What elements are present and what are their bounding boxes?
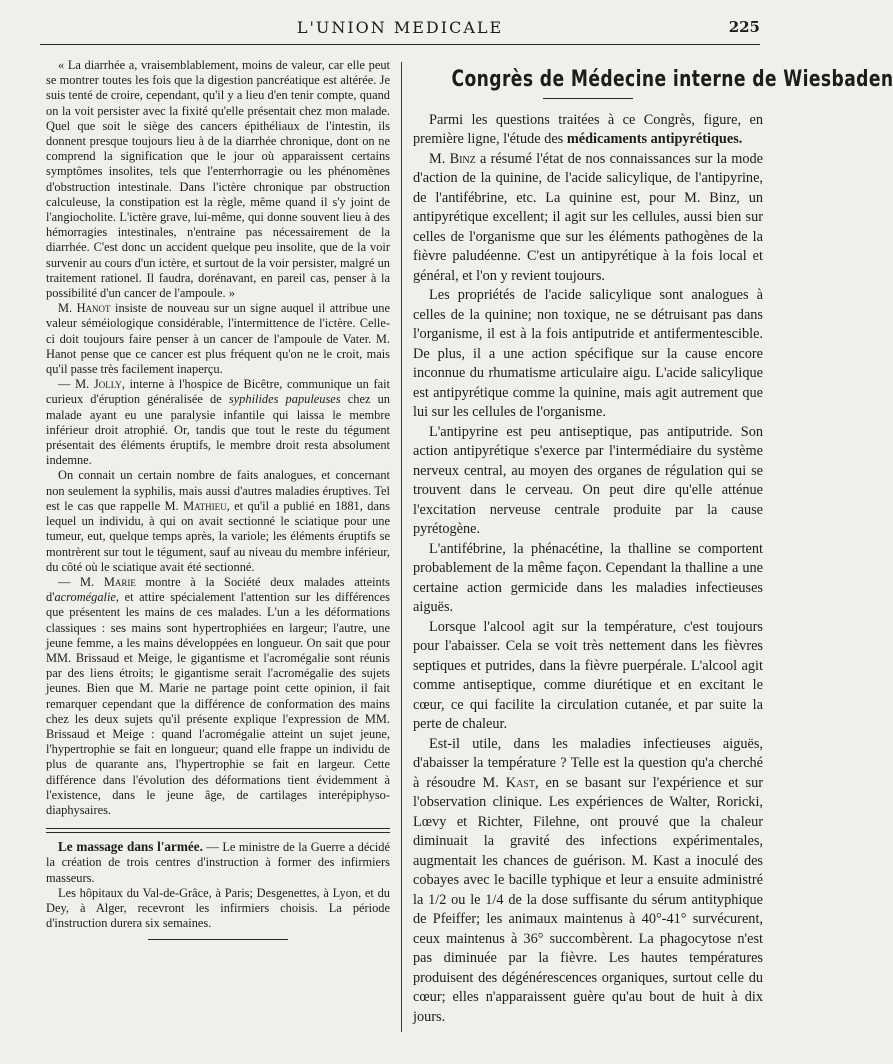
paragraph-text: Parmi les questions traitées à ce Congrès, figure, en première ligne, l'étude des bbox=[413, 111, 763, 147]
paragraph-text: , interne à l'hospice de Bicêtre, communique un fait curieux d'éruption généralisée de bbox=[46, 377, 391, 407]
paragraph-text: On connait un certain nombre de faits analogues, et concernant non seulement la syphilis, mais aussi d'autres maladies éruptives. Tel est le cas que rappelle M. bbox=[46, 468, 390, 513]
author-name: M. Hanot bbox=[58, 301, 111, 316]
paragraph-binz bbox=[413, 150, 763, 287]
paragraph-text: , en se basant sur l'expérience et sur l'observation clinique. Les expériences de Walter, Roricki, Lœvy et Richter, Filehne, ont prouvé que la chaleur diminuait la gravité des infections expérimentales, augmentait les chances de guérison. M. Kast a inoculé des cobayes avec le bacille typhique et leur a ensuite administré la 1/2 ou le 1/4 de la dose suffisante du sérum antityphique de Pfeiffer; les animaux maintenus à 40°-41° survécurent, ceux maintenus à 36° succombèrent. La phagocytose n'est pas diminuée par la fièvre. Les hautes températures produisent des dégénérescences organiques, surtout celle du cœur; elles n'apparaissent guère qu'au bout de huit à dix jours. bbox=[413, 774, 763, 1025]
end-rule bbox=[148, 939, 288, 940]
dash-prefix: — M. bbox=[58, 377, 94, 392]
paragraph-massage bbox=[46, 839, 390, 886]
title-rule bbox=[543, 98, 633, 99]
left-column bbox=[46, 58, 390, 940]
paragraph-intro bbox=[413, 111, 763, 150]
paragraph-jolly bbox=[46, 377, 390, 468]
paragraph-diarrhee: « La diarrhée a, vraisemblablement, moins de valeur, car elle peut se montrer toutes les fois que la digestion pancréatique est altérée. Je suis tenté de croire, cependant, qu'il y a lieu d'en tenir compte, quand on la voit persister avec la fixité qu'elle présentait chez mon malade. Quel que soit le siège des cancers épithéliaux de l'intestin, ils donnent presque toujours lieu à de la diarrhée chronique, dont on ne comprend la signification que le jour où apparaissent certains symptômes insolites, tels que l'enterrhorragie ou les phénomènes d'obstruction intestinale. Dans l'ictère chronique par obstruction calculeuse, la constipation est la règle, même quand il s'y joint de l'angiocholite. L'ictère grave, lui-même, qui donne souvent lieu à des hémorragies intestinales, n'entraine pas nécessairement de la diarrhée. C'est donc un accident quelque peu insolite, que de la voir survenir au cours d'un ictère, et surtout de la voir persister, malgré un traitement rationel. Il faudra, dorénavant, en pareil cas, penser à la possibilité d'un cancer de l'ampoule. » bbox=[46, 58, 390, 301]
page-header bbox=[40, 14, 760, 45]
dash-prefix: — M. bbox=[58, 574, 104, 589]
paragraph-text: Est-il utile, dans les maladies infectieuses aiguës, d'abaisser la température ? Telle est la question qu'a cherché à résoudre M. bbox=[413, 735, 763, 791]
column-divider bbox=[401, 62, 402, 1032]
author-name: Kast bbox=[505, 774, 535, 791]
paragraph-text: a résumé l'état de nos connaissances sur la mode d'action de la quinine, de l'acide salicylique, de l'antipyrine, de l'antifébrine, etc. La quinine est, pour M. Binz, un antipyrétique excellent; il agit sur les cellules, aussi bien sur celles de l'organisme que sur les éléments pathogènes de la fièvre paludéenne. C'est un antipyrétique à la fois local et général, et l'on y revient toujours. bbox=[413, 150, 763, 284]
author-name: Marie bbox=[103, 574, 136, 589]
author-name: Jolly bbox=[93, 377, 122, 392]
paragraph-text: insiste de nouveau sur un signe auquel il attribue une valeur séméiologique considérable, l'intermittence de l'ictère. Celle-ci doit toujours faire penser à un cancer de l'ampoule de Vater. M. Hanot pense que ce cancer est plus fréquent qu'on ne le croit, mais qu'il passe très facilement inaperçu. bbox=[46, 301, 390, 377]
section-separator bbox=[46, 828, 390, 833]
page-number: 225 bbox=[728, 18, 760, 36]
right-column bbox=[413, 58, 893, 1027]
paragraph-hopitaux: Les hôpitaux du Val-de-Grâce, à Paris; Desgenettes, à Lyon, et du Dey, à Alger, recevront les infirmiers choisis. La période d'instruction durera six semaines. bbox=[46, 885, 390, 931]
paragraph-hanot bbox=[46, 301, 390, 377]
paragraph-kast bbox=[413, 735, 763, 1028]
paragraph-marie bbox=[46, 575, 390, 818]
paragraph-antipyrine: L'antipyrine est peu antiseptique, pas antiputride. Son action antipyrétique s'exerce par l'intermédiaire du système nerveux central, au moyen des organes de régulation qui se trouvent dans le cerveau. On peut dire qu'elle atténue l'excitation nerveuse centrale produite par la cause pyrétogène. bbox=[413, 423, 763, 537]
bold-term: médicaments antipyrétiques. bbox=[566, 131, 743, 147]
author-name: Mathieu bbox=[183, 498, 227, 513]
paragraph-text: montre à la Société deux malades atteints d' bbox=[46, 574, 390, 605]
paragraph-text: — Le ministre de la Guerre a décidé la création de trois centres d'instruction à former des infirmiers masseurs. bbox=[46, 840, 390, 885]
italic-term: acromégalie bbox=[54, 590, 116, 605]
paragraph-alcool: Lorsque l'alcool agit sur la température, c'est toujours pour l'abaisser. Cela se voit très nettement dans les fièvres septiques et putrides, dans la fièvre puerpérale. L'alcool agit comme antiseptique, comme diurétique et en excitant le cœur, ce qui facilite la circulation cutanée, et par suite la perte de chaleur. bbox=[413, 618, 763, 732]
paragraph-analogues bbox=[46, 468, 390, 574]
author-name: M. Binz bbox=[429, 150, 476, 167]
journal-title: L'UNION MEDICALE bbox=[296, 18, 504, 37]
italic-term: syphilides papuleuses bbox=[228, 392, 341, 407]
congress-title: Congrès de Médecine interne de Wiesbaden bbox=[451, 67, 893, 92]
news-headline: Le massage dans l'armée. bbox=[58, 839, 203, 855]
paragraph-salicylique: Les propriétés de l'acide salicylique sont analogues à celles de la quinine; non toxique, ne se détruisant pas dans l'organisme, il est à la fois antiputride et antifermentescible. De plus, il a une action spécifique sur la cause encore inconnue du rhumatisme articulaire aigu. L'acide salicylique est antipyrétique comme la quinine, mais agit autrement que lui sur les cellules de l'organisme. bbox=[413, 287, 763, 420]
paragraph-text: , et qu'il a publié en 1881, dans lequel un individu, à qui on avait sectionné le sciatique pour une tumeur, eut, quelque temps après, la variole; les éléments éruptifs se montrèrent sur tout le tégument, sauf au niveau du membre inférieur, du côté où le sciatique avait été sectionné. bbox=[46, 498, 390, 574]
paragraph-text: , et attire spécialement l'attention sur les différences que présentent les mains de ces malades. L'un a les déformations classiques : ses mains sont hypertrophiées en largeur; l'autre, une jeune femme, a les mains développées en longueur. On sait que pour MM. Brissaud et Meige, le gigantisme et l'acromégalie sont réunis par des liens étroits; le gigantisme serait l'acromégalie des sujets jeunes. Bien que M. Marie ne partage point cette opinion, il fait remarquer cependant que la différence de conformation des mains chez les deux sujets qu'il présente explique l'expression de MM. Brissaud et Meige : quand l'acromégalie atteint un sujet jeune, l'hypertrophie se fait en longueur; quand elle frappe un individu de plus de quarante ans, l'hypertrophie se fait en largeur. Cette différence dans l'évolution des déformations tient évidemment à l'existence, dans le jeune âge, de cartilages interépiphyso-diaphysaires. bbox=[46, 590, 390, 817]
paragraph-antifebrine: L'antifébrine, la phénacétine, la thalline se comportent probablement de la même façon. Cependant la thalline a une certaine action germicide dans les maladies infectieuses aiguës. bbox=[413, 540, 763, 615]
paragraph-text: chez un malade ayant eu une paralysie infantile qui laissa le membre inférieur droit atrophié. Or, tandis que tout le reste du tégument présentait des éléments éruptifs, le membre droit resta absolument indemne. bbox=[46, 392, 390, 468]
